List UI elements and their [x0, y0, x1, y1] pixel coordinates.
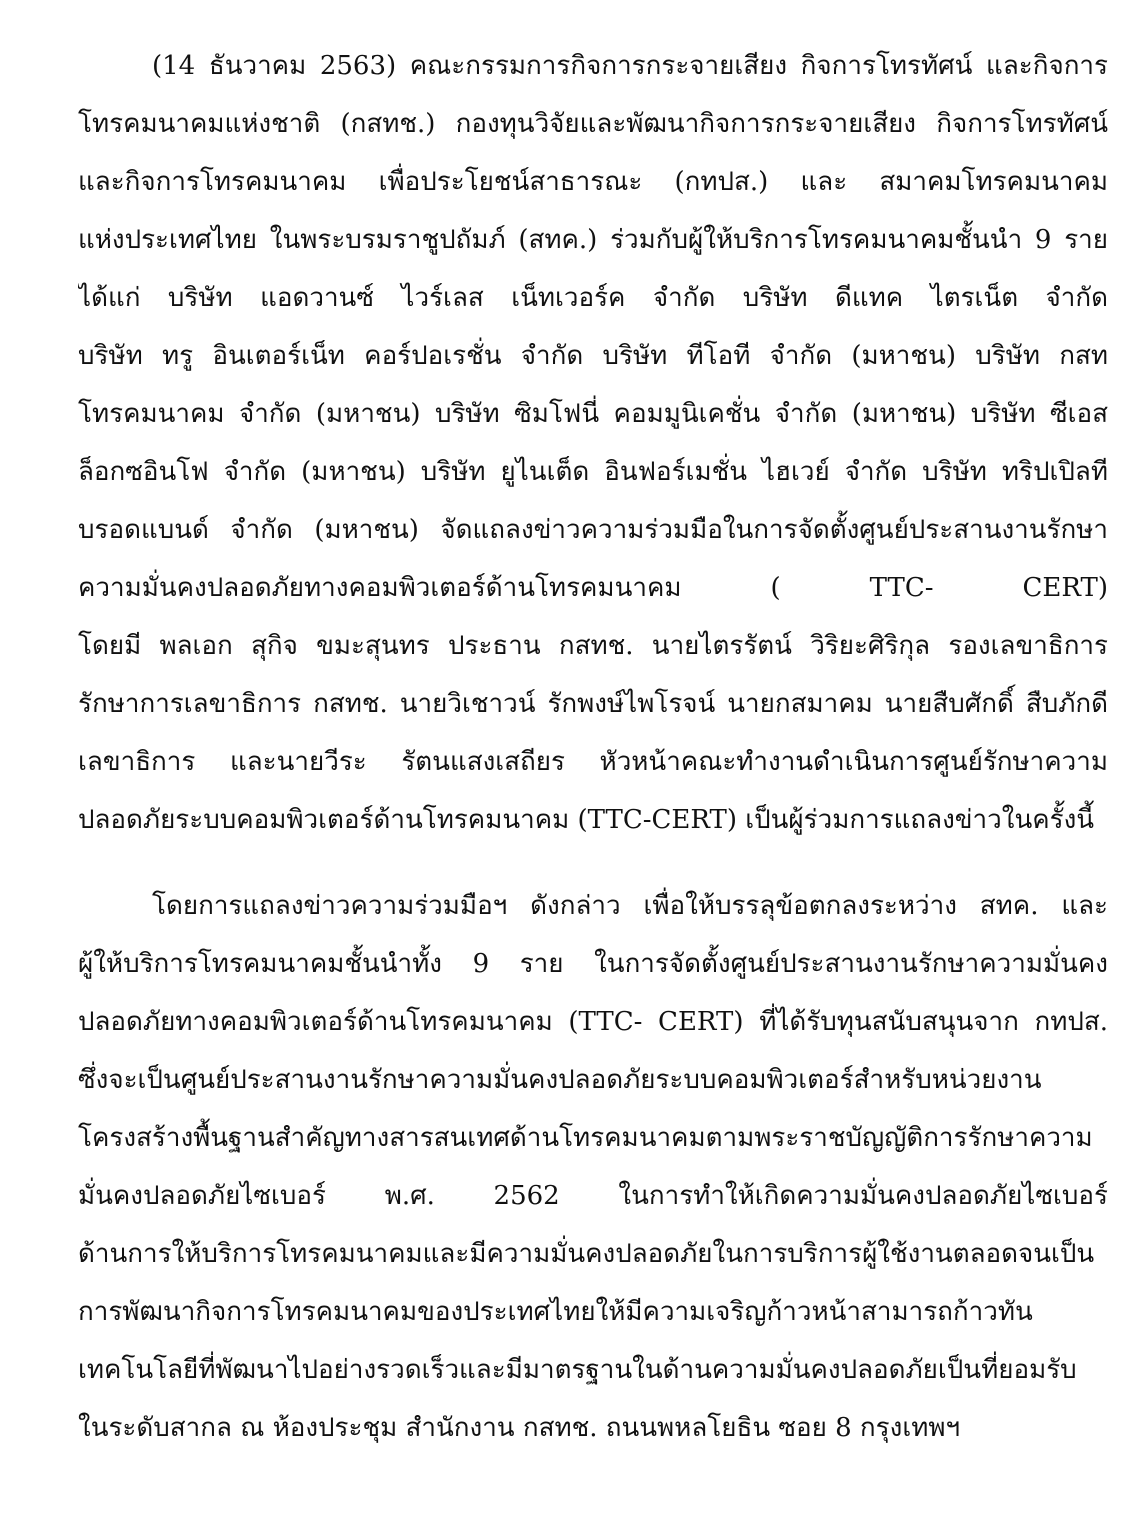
paragraph-1-line-10: ความมั่นคงปลอดภัยทางคอมพิวเตอร์ด้านโทรคมนาคม ( TTC- CERT) [78, 573, 1108, 603]
paragraph-2-line-10: ในระดับสากล ณ ห้องประชุม สำนักงาน กสทช. ถนนพหลโยธิน ซอย 8 กรุงเทพฯ [78, 1413, 961, 1443]
paragraph-2-line-7: ด้านการให้บริการโทรคมนาคมและมีความมั่นคงปลอดภัยในการบริการผู้ใช้งานตลอดจนเป็น [78, 1239, 1095, 1269]
paragraph-1-line-2: โทรคมนาคมแห่งชาติ (กสทช.) กองทุนวิจัยและพัฒนากิจการกระจายเสียง กิจการโทรทัศน์ [78, 109, 1108, 139]
paragraph-1-line-9: บรอดแบนด์ จำกัด (มหาชน) จัดแถลงข่าวความร่วมมือในการจัดตั้งศูนย์ประสานงานรักษา [78, 515, 1108, 545]
paragraph-1-line-6: บริษัท ทรู อินเตอร์เน็ท คอร์ปอเรชั่น จำกัด บริษัท ทีโอที จำกัด (มหาชน) บริษัท กสท [78, 341, 1108, 371]
paragraph-1-line-7: โทรคมนาคม จำกัด (มหาชน) บริษัท ซิมโฟนี่ คอมมูนิเคชั่น จำกัด (มหาชน) บริษัท ซีเอส [78, 399, 1108, 429]
paragraph-1-line-8: ล็อกซอินโฟ จำกัด (มหาชน) บริษัท ยูไนเต็ด อินฟอร์เมชั่น ไฮเวย์ จำกัด บริษัท ทริปเปิลที [78, 457, 1108, 487]
paragraph-1-line-13: เลขาธิการ และนายวีระ รัตนแสงเสถียร หัวหน้าคณะทำงานดำเนินการศูนย์รักษาความ [78, 747, 1108, 777]
paragraph-2-line-9: เทคโนโลยีที่พัฒนาไปอย่างรวดเร็วและมีมาตรฐานในด้านความมั่นคงปลอดภัยเป็นที่ยอมรับ [78, 1355, 1077, 1385]
paragraph-1-line-12: รักษาการเลขาธิการ กสทช. นายวิเชาวน์ รักพงษ์ไพโรจน์ นายกสมาคม นายสืบศักดิ์ สืบภักดี [78, 689, 1108, 719]
paragraph-1-line-4: แห่งประเทศไทย ในพระบรมราชูปถัมภ์ (สทค.) ร่วมกับผู้ให้บริการโทรคมนาคมชั้นนำ 9 ราย [78, 225, 1108, 255]
paragraph-1-line-5: ได้แก่ บริษัท แอดวานซ์ ไวร์เลส เน็ทเวอร์ค จำกัด บริษัท ดีแทค ไตรเน็ต จำกัด [78, 283, 1108, 313]
paragraph-2-line-6: มั่นคงปลอดภัยไซเบอร์ พ.ศ. 2562 ในการทำให้เกิดความมั่นคงปลอดภัยไซเบอร์ [78, 1181, 1108, 1211]
paragraph-2-line-5: โครงสร้างพื้นฐานสำคัญทางสารสนเทศด้านโทรคมนาคมตามพระราชบัญญัติการรักษาความ [78, 1123, 1093, 1153]
paragraph-2-line-4: ซึ่งจะเป็นศูนย์ประสานงานรักษาความมั่นคงปลอดภัยระบบคอมพิวเตอร์สำหรับหน่วยงาน [78, 1065, 1042, 1095]
paragraph-1-line-3: และกิจการโทรคมนาคม เพื่อประโยชน์สาธารณะ (กทปส.) และ สมาคมโทรคมนาคม [78, 167, 1108, 197]
paragraph-2-line-2: ผู้ให้บริการโทรคมนาคมชั้นนำทั้ง 9 ราย ในการจัดตั้งศูนย์ประสานงานรักษาความมั่นคง [78, 949, 1108, 979]
paragraph-2-line-1: โดยการแถลงข่าวความร่วมมือฯ ดังกล่าว เพื่อให้บรรลุข้อตกลงระหว่าง สทค. และ [152, 891, 1108, 921]
paragraph-1-line-11: โดยมี พลเอก สุกิจ ขมะสุนทร ประธาน กสทช. นายไตรรัตน์ วิริยะศิริกุล รองเลขาธิการ [78, 631, 1108, 661]
paragraph-1-line-1: (14 ธันวาคม 2563) คณะกรรมการกิจการกระจายเสียง กิจการโทรทัศน์ และกิจการ [152, 51, 1108, 81]
paragraph-2-line-8: การพัฒนากิจการโทรคมนาคมของประเทศไทยให้มีความเจริญก้าวหน้าสามารถก้าวทัน [78, 1297, 1033, 1327]
paragraph-2-line-3: ปลอดภัยทางคอมพิวเตอร์ด้านโทรคมนาคม (TTC- CERT) ที่ได้รับทุนสนับสนุนจาก กทปส. [78, 1007, 1108, 1037]
paragraph-1-line-14: ปลอดภัยระบบคอมพิวเตอร์ด้านโทรคมนาคม (TTC-CERT) เป็นผู้ร่วมการแถลงข่าวในครั้งนี้ [78, 805, 1095, 835]
